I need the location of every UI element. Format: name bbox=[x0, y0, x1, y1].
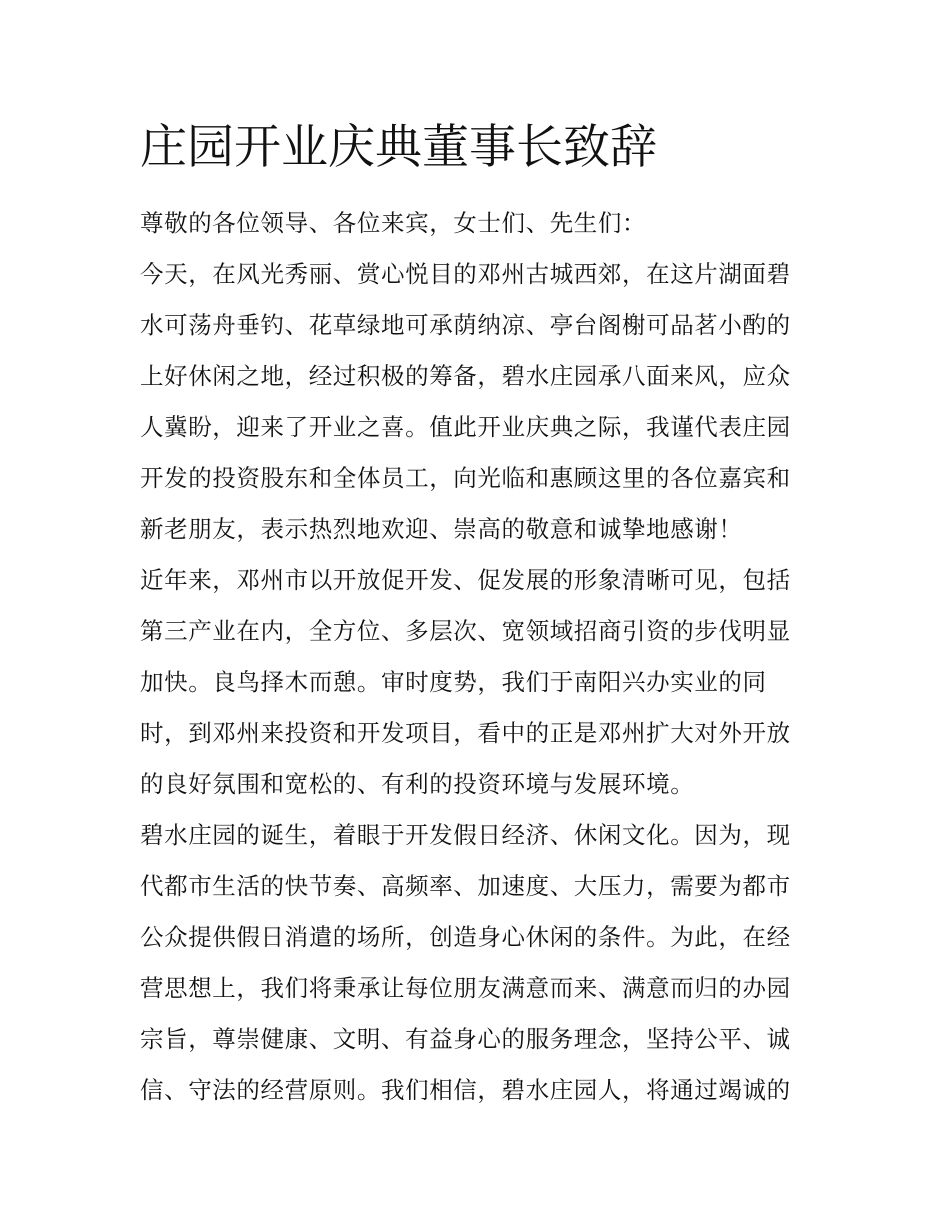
text-line: 时，到邓州来投资和开发项目，看中的正是邓州扩大对外开放 bbox=[140, 719, 791, 747]
text-line: 今天，在风光秀丽、赏心悦目的邓州古城西郊，在这片湖面碧 bbox=[140, 260, 791, 288]
text-line-salutation: 尊敬的各位领导、各位来宾，女士们、先生们： bbox=[140, 209, 647, 237]
text-line: 近年来，邓州市以开放促开发、促发展的形象清晰可见，包括 bbox=[140, 566, 791, 594]
page-title: 庄园开业庆典董事长致辞 bbox=[140, 120, 657, 175]
text-line: 新老朋友，表示热烈地欢迎、崇高的敬意和诚挚地感谢！ bbox=[140, 515, 743, 543]
text-line: 信、守法的经营原则。我们相信，碧水庄园人，将通过竭诚的 bbox=[140, 1076, 791, 1104]
text-line: 碧水庄园的诞生，着眼于开发假日经济、休闲文化。因为，现 bbox=[140, 821, 791, 849]
text-line: 宗旨，尊崇健康、文明、有益身心的服务理念，坚持公平、诚 bbox=[140, 1025, 791, 1053]
text-line: 上好休闲之地，经过积极的筹备，碧水庄园承八面来风，应众 bbox=[140, 362, 791, 390]
text-line: 人冀盼，迎来了开业之喜。值此开业庆典之际，我谨代表庄园 bbox=[140, 413, 791, 441]
text-line: 的良好氛围和宽松的、有利的投资环境与发展环境。 bbox=[140, 770, 695, 798]
text-line: 公众提供假日消遣的场所，创造身心休闲的条件。为此，在经 bbox=[140, 923, 791, 951]
text-line: 加快。良鸟择木而憩。审时度势，我们于南阳兴办实业的同 bbox=[140, 668, 767, 696]
text-line: 营思想上，我们将秉承让每位朋友满意而来、满意而归的办园 bbox=[140, 974, 791, 1002]
text-line: 代都市生活的快节奏、高频率、加速度、大压力，需要为都市 bbox=[140, 872, 791, 900]
text-line: 第三产业在内，全方位、多层次、宽领域招商引资的步伐明显 bbox=[140, 617, 791, 645]
text-line: 水可荡舟垂钓、花草绿地可承荫纳凉、亭台阁榭可品茗小酌的 bbox=[140, 311, 791, 339]
text-line: 开发的投资股东和全体员工，向光临和惠顾这里的各位嘉宾和 bbox=[140, 464, 791, 492]
